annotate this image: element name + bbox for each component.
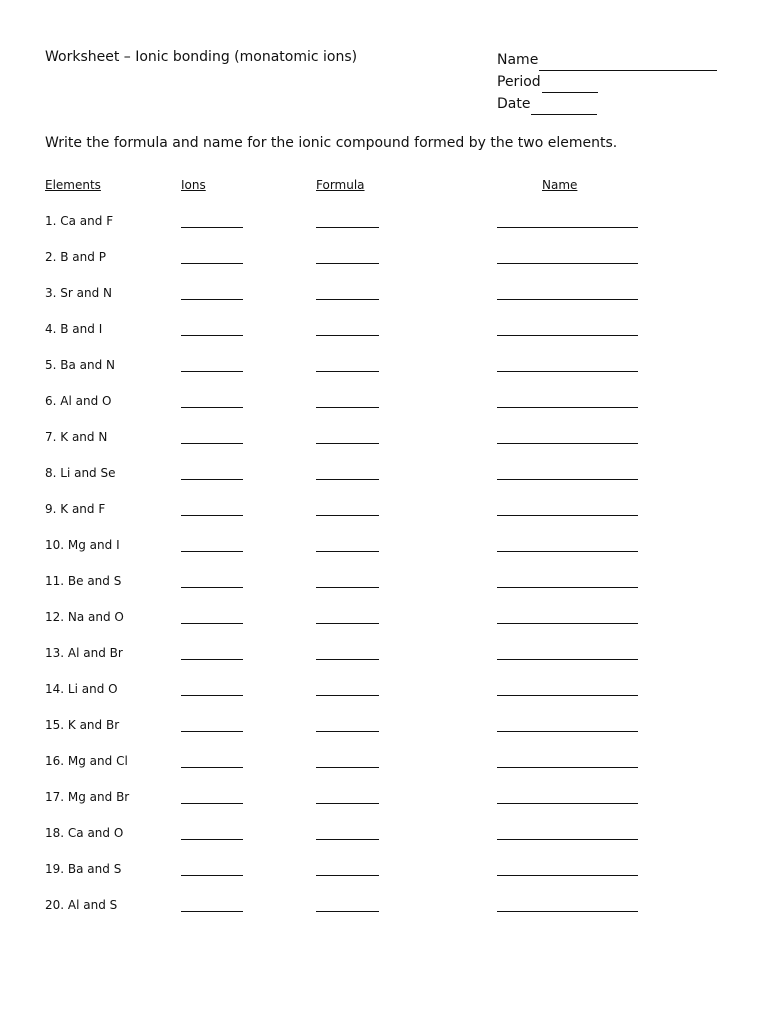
formula-answer-blank[interactable] <box>316 839 379 840</box>
formula-answer-blank[interactable] <box>316 623 379 624</box>
name-blank[interactable] <box>539 54 717 71</box>
period-label: Period <box>497 74 541 90</box>
formula-answer-blank[interactable] <box>316 551 379 552</box>
table-row <box>0 502 768 522</box>
name-answer-blank[interactable] <box>497 911 638 912</box>
instructions: Write the formula and name for the ionic compound formed by the two elements. <box>45 135 618 151</box>
formula-answer-blank[interactable] <box>316 479 379 480</box>
name-label: Name <box>497 52 539 68</box>
column-header-elements: Elements <box>45 178 101 192</box>
table-row <box>0 574 768 594</box>
table-row <box>0 898 768 918</box>
ions-answer-blank[interactable] <box>181 227 243 228</box>
formula-answer-blank[interactable] <box>316 515 379 516</box>
table-row <box>0 358 768 378</box>
formula-answer-blank[interactable] <box>316 803 379 804</box>
formula-answer-blank[interactable] <box>316 263 379 264</box>
name-answer-blank[interactable] <box>497 479 638 480</box>
ions-answer-blank[interactable] <box>181 875 243 876</box>
name-answer-blank[interactable] <box>497 263 638 264</box>
formula-answer-blank[interactable] <box>316 587 379 588</box>
ions-answer-blank[interactable] <box>181 731 243 732</box>
element-pair-label: 20. Al and S <box>45 898 118 912</box>
ions-answer-blank[interactable] <box>181 299 243 300</box>
ions-answer-blank[interactable] <box>181 515 243 516</box>
element-pair-label: 2. B and P <box>45 250 106 264</box>
name-answer-blank[interactable] <box>497 227 638 228</box>
formula-answer-blank[interactable] <box>316 731 379 732</box>
name-answer-blank[interactable] <box>497 623 638 624</box>
worksheet-title: Worksheet – Ionic bonding (monatomic ions) <box>45 49 358 65</box>
table-row <box>0 538 768 558</box>
element-pair-label: 16. Mg and Cl <box>45 754 128 768</box>
name-answer-blank[interactable] <box>497 407 638 408</box>
formula-answer-blank[interactable] <box>316 875 379 876</box>
table-row <box>0 718 768 738</box>
element-pair-label: 4. B and I <box>45 322 103 336</box>
element-pair-label: 14. Li and O <box>45 682 118 696</box>
name-answer-blank[interactable] <box>497 767 638 768</box>
ions-answer-blank[interactable] <box>181 407 243 408</box>
table-row <box>0 250 768 270</box>
table-row <box>0 322 768 342</box>
table-row <box>0 286 768 306</box>
date-line <box>497 93 717 115</box>
name-answer-blank[interactable] <box>497 515 638 516</box>
ions-answer-blank[interactable] <box>181 803 243 804</box>
ions-answer-blank[interactable] <box>181 587 243 588</box>
ions-answer-blank[interactable] <box>181 623 243 624</box>
column-header-ions: Ions <box>181 178 206 192</box>
table-row <box>0 610 768 630</box>
table-row <box>0 430 768 450</box>
ions-answer-blank[interactable] <box>181 479 243 480</box>
element-pair-label: 12. Na and O <box>45 610 124 624</box>
date-label: Date <box>497 96 531 112</box>
student-info <box>497 49 717 115</box>
formula-answer-blank[interactable] <box>316 371 379 372</box>
ions-answer-blank[interactable] <box>181 695 243 696</box>
name-answer-blank[interactable] <box>497 659 638 660</box>
formula-answer-blank[interactable] <box>316 659 379 660</box>
table-row <box>0 790 768 810</box>
name-answer-blank[interactable] <box>497 803 638 804</box>
date-blank[interactable] <box>531 98 597 115</box>
period-blank[interactable] <box>542 76 598 93</box>
name-answer-blank[interactable] <box>497 875 638 876</box>
element-pair-label: 8. Li and Se <box>45 466 116 480</box>
element-pair-label: 5. Ba and N <box>45 358 116 372</box>
formula-answer-blank[interactable] <box>316 767 379 768</box>
table-row <box>0 826 768 846</box>
name-answer-blank[interactable] <box>497 443 638 444</box>
formula-answer-blank[interactable] <box>316 695 379 696</box>
table-row <box>0 862 768 882</box>
table-row <box>0 682 768 702</box>
ions-answer-blank[interactable] <box>181 659 243 660</box>
table-row <box>0 754 768 774</box>
table-row <box>0 214 768 234</box>
element-pair-label: 19. Ba and S <box>45 862 122 876</box>
element-pair-label: 9. K and F <box>45 502 106 516</box>
name-answer-blank[interactable] <box>497 551 638 552</box>
period-line <box>497 71 717 93</box>
ions-answer-blank[interactable] <box>181 263 243 264</box>
table-row <box>0 466 768 486</box>
formula-answer-blank[interactable] <box>316 299 379 300</box>
name-answer-blank[interactable] <box>497 371 638 372</box>
table-row <box>0 394 768 414</box>
element-pair-label: 10. Mg and I <box>45 538 120 552</box>
formula-answer-blank[interactable] <box>316 335 379 336</box>
name-answer-blank[interactable] <box>497 587 638 588</box>
ions-answer-blank[interactable] <box>181 911 243 912</box>
element-pair-label: 6. Al and O <box>45 394 112 408</box>
element-pair-label: 17. Mg and Br <box>45 790 130 804</box>
ions-answer-blank[interactable] <box>181 371 243 372</box>
element-pair-label: 3. Sr and N <box>45 286 112 300</box>
ions-answer-blank[interactable] <box>181 551 243 552</box>
ions-answer-blank[interactable] <box>181 443 243 444</box>
element-pair-label: 15. K and Br <box>45 718 120 732</box>
name-answer-blank[interactable] <box>497 335 638 336</box>
name-answer-blank[interactable] <box>497 731 638 732</box>
element-pair-label: 1. Ca and F <box>45 214 114 228</box>
column-header-formula: Formula <box>316 178 365 192</box>
element-pair-label: 18. Ca and O <box>45 826 124 840</box>
name-answer-blank[interactable] <box>497 839 638 840</box>
table-row <box>0 646 768 666</box>
formula-answer-blank[interactable] <box>316 443 379 444</box>
ions-answer-blank[interactable] <box>181 335 243 336</box>
name-line <box>497 49 717 71</box>
column-header-name: Name <box>542 178 578 192</box>
ions-answer-blank[interactable] <box>181 767 243 768</box>
formula-answer-blank[interactable] <box>316 911 379 912</box>
element-pair-label: 11. Be and S <box>45 574 122 588</box>
element-pair-label: 13. Al and Br <box>45 646 123 660</box>
name-answer-blank[interactable] <box>497 299 638 300</box>
element-pair-label: 7. K and N <box>45 430 108 444</box>
formula-answer-blank[interactable] <box>316 227 379 228</box>
name-answer-blank[interactable] <box>497 695 638 696</box>
ions-answer-blank[interactable] <box>181 839 243 840</box>
formula-answer-blank[interactable] <box>316 407 379 408</box>
